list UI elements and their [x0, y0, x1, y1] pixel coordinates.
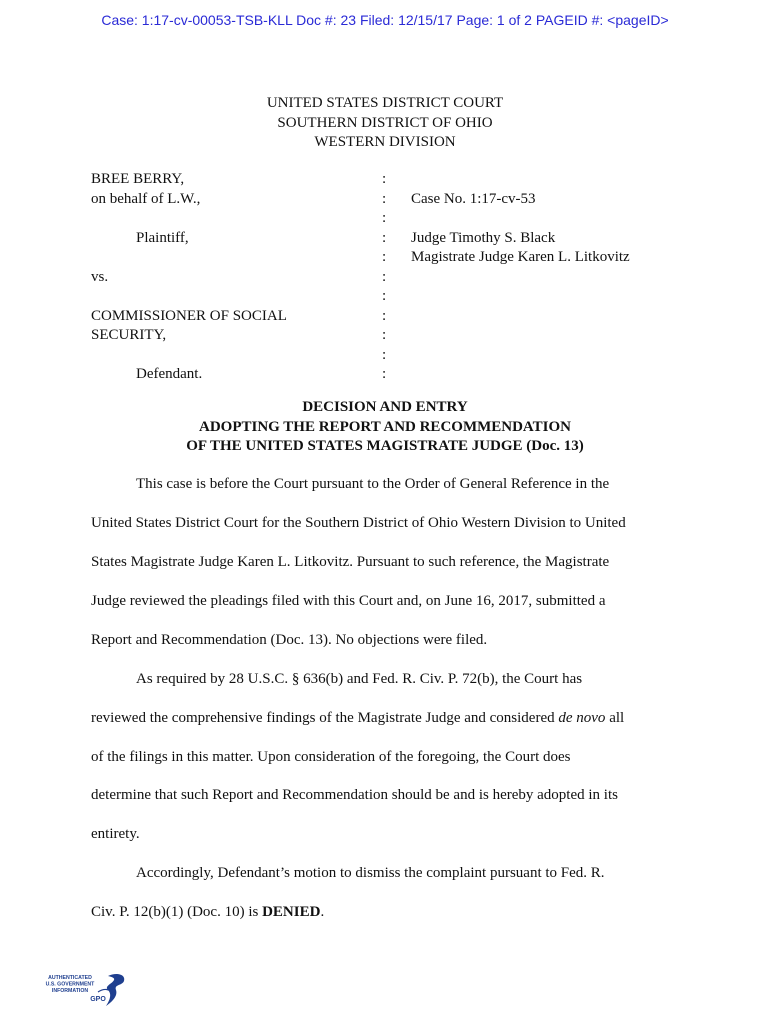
body-text: reviewed the comprehensive findings of the Magistrate Judge and considered — [91, 710, 559, 726]
case-number: Case No. 1:17-cv-53 — [411, 190, 536, 207]
body-line: Judge reviewed the pleadings filed with this Court and, on June 16, 2017, submitted a — [91, 593, 606, 609]
defendant-label: Defendant. — [136, 366, 203, 382]
body-line: Report and Recommendation (Doc. 13). No objections were filed. — [91, 632, 488, 648]
body-line: entirety. — [91, 826, 140, 842]
body-line: determine that such Report and Recommendation should be and is hereby adopted in its — [91, 787, 618, 803]
defendant-name-line1: COMMISSIONER OF SOCIAL — [91, 307, 287, 324]
logo-text: AUTHENTICATED — [48, 975, 92, 981]
logo-text: GPO — [90, 996, 106, 1003]
italic-text: de novo — [558, 710, 606, 726]
magistrate-judge-name: Magistrate Judge Karen L. Litkovitz — [411, 249, 630, 265]
colon: : — [382, 210, 387, 226]
court-district: SOUTHERN DISTRICT OF OHIO — [277, 114, 493, 131]
colon: : — [382, 229, 387, 246]
colon: : — [382, 307, 387, 324]
colon: : — [382, 327, 387, 343]
body-text: . — [320, 904, 325, 920]
judge-name: Judge Timothy S. Black — [411, 229, 556, 246]
title-line1: DECISION AND ENTRY — [302, 399, 468, 415]
body-line: United States District Court for the Southern District of Ohio Western Division to United — [91, 515, 626, 531]
plaintiff-label: Plaintiff, — [136, 229, 189, 246]
body-line: Accordingly, Defendant’s motion to dismiss the complaint pursuant to Fed. R. — [136, 865, 605, 881]
versus: vs. — [91, 268, 109, 285]
court-name: UNITED STATES DISTRICT COURT — [266, 95, 504, 111]
plaintiff-on-behalf: on behalf of L.W., — [91, 190, 201, 207]
colon: : — [382, 190, 387, 207]
court-division: WESTERN DIVISION — [314, 134, 456, 150]
colon: : — [382, 346, 387, 363]
body-text: all — [605, 710, 625, 726]
colon: : — [382, 366, 387, 382]
logo-text: U.S. GOVERNMENT — [45, 981, 95, 988]
ecf-header: Case: 1:17-cv-00053-TSB-KLL Doc #: 23 Filed: 12/15/17 Page: 1 of 2 PAGEID #: <pageID> — [101, 12, 669, 28]
colon: : — [382, 288, 387, 304]
colon: : — [382, 171, 387, 187]
caption-parties — [91, 170, 351, 385]
body-line: of the filings in this matter. Upon consideration of the foregoing, the Court does — [91, 749, 571, 765]
body-line — [91, 903, 324, 922]
colon: : — [382, 249, 387, 265]
colon: : — [382, 268, 387, 285]
gpo-authentication-logo — [42, 972, 132, 1012]
bold-text: DENIED — [262, 904, 321, 920]
defendant-name-line2: SECURITY, — [91, 327, 167, 343]
body-line: This case is before the Court pursuant to the Order of General Reference in the — [136, 476, 610, 492]
body-line — [91, 709, 624, 728]
body-line: As required by 28 U.S.C. § 636(b) and Fed. R. Civ. P. 72(b), the Court has — [136, 671, 583, 687]
plaintiff-name: BREE BERRY, — [91, 171, 185, 187]
document-title — [0, 398, 770, 457]
body-text: Civ. P. 12(b)(1) (Doc. 10) is — [91, 904, 263, 920]
court-heading — [0, 94, 770, 153]
logo-text: INFORMATION — [51, 988, 89, 994]
title-line2: ADOPTING THE REPORT AND RECOMMENDATION — [198, 418, 571, 435]
caption-divider — [382, 170, 392, 385]
caption-case-info — [411, 170, 751, 268]
title-line3: OF THE UNITED STATES MAGISTRATE JUDGE (Doc. 13) — [186, 438, 584, 454]
body-line: States Magistrate Judge Karen L. Litkovitz. Pursuant to such reference, the Magistrate — [91, 554, 610, 570]
